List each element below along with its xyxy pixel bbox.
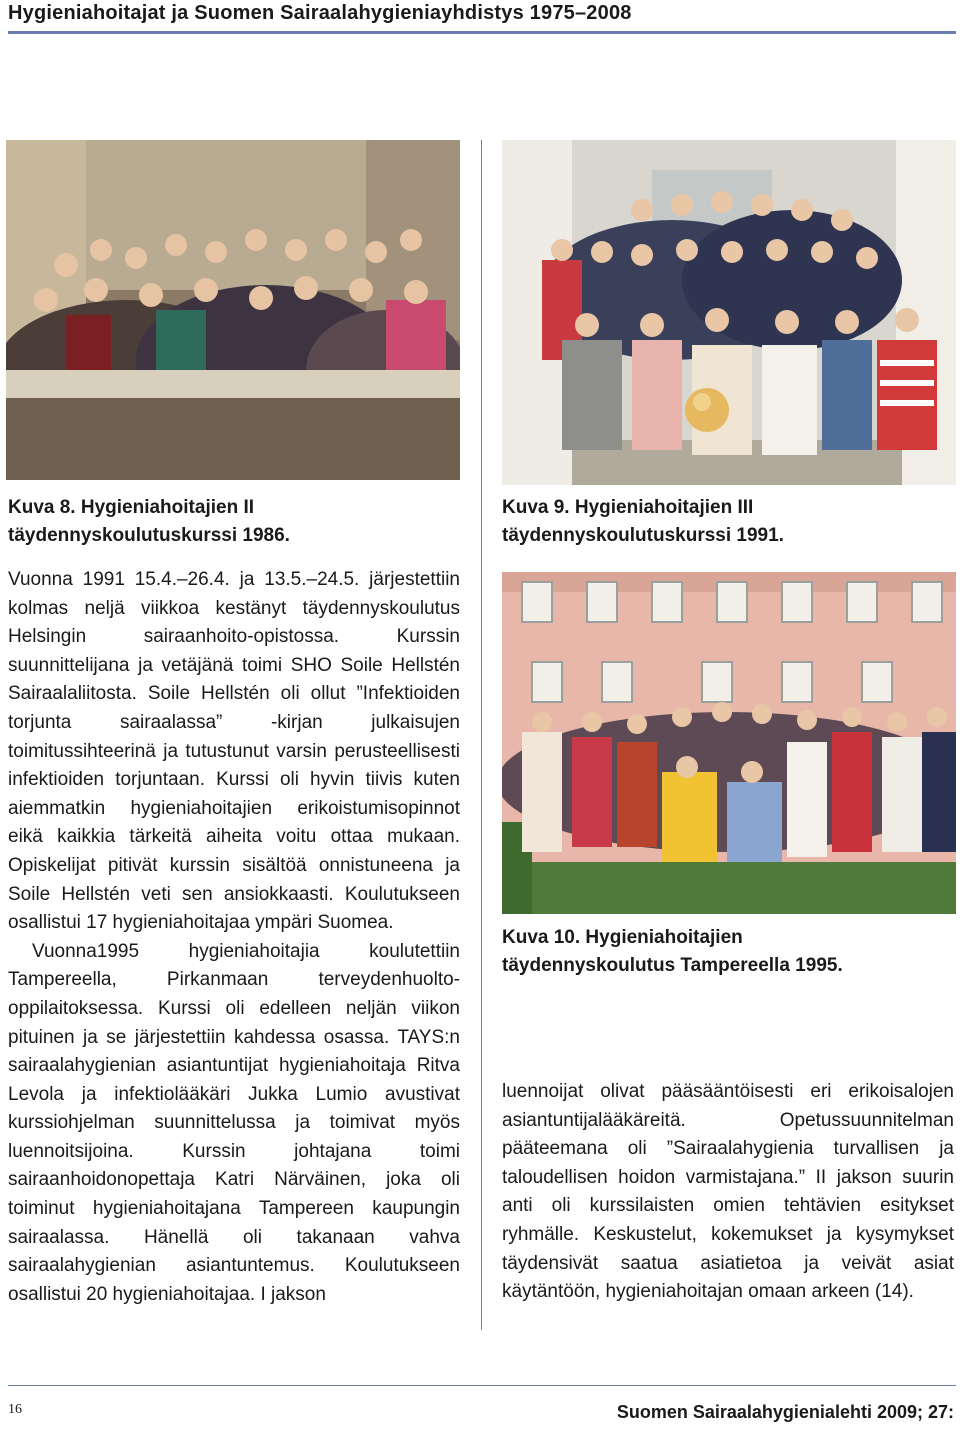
column-divider	[481, 140, 482, 1330]
figure-10-caption-line1: Kuva 10. Hygieniahoitajien	[502, 927, 743, 948]
header-rule	[8, 31, 956, 34]
right-column-text	[502, 1078, 954, 1307]
figure-10-photo	[502, 572, 956, 914]
left-paragraph-1: Vuonna 1991 15.4.–26.4. ja 13.5.–24.5. järjestettiin kolmas neljä viikkoa kestänyt täydennyskoulutus Helsingin sairaanhoito-opistossa. Kurssin suunnittelijana ja vetäjänä toimi SHO Soile Hellstén Sairaalaliitosta. Soile Hellstén oli ollut ”Infektioiden torjunta sairaalassa” -kirjan julkaisujen toimitussihteerinä ja tutustunut varsin perusteellisesti infektioiden torjuntaan. Kurssi oli hyvin tiivis kuten aiemmatkin hygieniahoitajien erikoistumisopinnot eikä kaikkia tärkeitä aiheita voitu ottaa mukaan. Opiskelijat pitivät kurssin sisältöä onnistuneena ja Soile Hellstén veti sen ansiokkaasti. Koulutukseen osallistui 17 hygieniahoitajaa ympäri Suomea.	[8, 569, 460, 934]
figure-9-caption	[502, 494, 956, 550]
left-paragraph-2: Vuonna1995 hygieniahoitajia koulutettiin Tampereella, Pirkanmaan terveydenhuolto-oppilaitoksessa. Kurssi oli edelleen neljän viikon pituinen ja se järjestettiin kahdessa osassa. TAYS:n sairaalahygienian asiantuntijat hygieniahoitaja Ritva Levola ja infektiolääkäri Jukka Lumio avustivat kurssiohjelman suunnittelussa ja toimivat myös luennoitsijoina. Kurssin johtajana toimi sairaanhoidonopettaja Katri Närväinen, joka oli toiminut hygieniahoitajana Tampereen kaupungin sairaalassa. Hänellä oli takanaan vahva sairaalahygienian asiantuntemus. Koulutukseen osallistui 20 hygieniahoitajaa. I jakson	[8, 940, 460, 1305]
left-column-text	[8, 566, 460, 1309]
figure-9-caption-line2: täydennyskoulutuskurssi 1991.	[502, 525, 784, 546]
figure-10-caption	[502, 924, 956, 980]
figure-9-caption-line1: Kuva 9. Hygieniahoitajien III	[502, 497, 754, 518]
page-number: 16	[8, 1402, 22, 1417]
figure-8-caption-line1: Kuva 8. Hygieniahoitajien II	[8, 497, 255, 518]
figure-8-caption	[8, 494, 468, 550]
figure-8-photo	[6, 140, 460, 480]
running-header: Hygieniahoitajat ja Suomen Sairaalahygieniayhdistys 1975–2008	[8, 2, 632, 24]
journal-name: Suomen Sairaalahygienialehti 2009; 27:	[616, 1402, 954, 1422]
figure-9-photo	[502, 140, 956, 485]
figure-10-caption-line2: täydennyskoulutus Tampereella 1995.	[502, 955, 843, 976]
figure-8-caption-line2: täydennyskoulutuskurssi 1986.	[8, 525, 290, 546]
footer-rule	[8, 1385, 956, 1386]
right-paragraph-1: luennoijat olivat pääsääntöisesti eri erikoisalojen asiantuntijalääkäreitä. Opetussuunnitelman pääteemana oli ”Sairaalahygienia turvallisen ja taloudellisen hoidon varmistajana.” II jakson suurin anti oli kurssilaisten omien tehtävien esitykset ryhmälle. Keskustelut, kokemukset ja kysymykset täydensivät saatua asiatietoa ja veivät asiat käytäntöön, hygieniahoitajan omaan arkeen (14).	[502, 1081, 954, 1303]
